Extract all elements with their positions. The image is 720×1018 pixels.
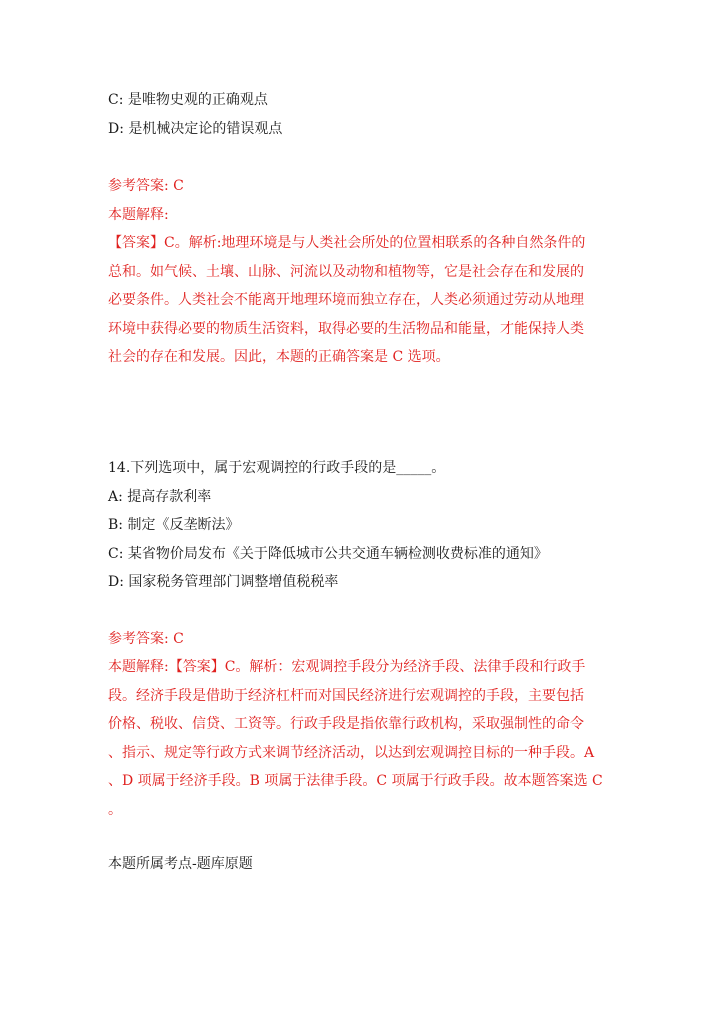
q13-explanation-line: 总和。如气候、土壤、山脉、河流以及动物和植物等，它是社会存在和发展的 <box>108 263 584 280</box>
q13-explanation-line: 【答案】C。解析:地理环境是与人类社会所处的位置相联系的各种自然条件的 <box>108 235 586 251</box>
q14-explanation-line: 价格、税收、信贷、工资等。行政手段是指依靠行政机构，采取强制性的命令 <box>108 716 584 733</box>
q13-explanation-label: 本题解释: <box>108 207 169 223</box>
q14-question: 14.下列选项中，属于宏观调控的行政手段的是_____。 <box>108 460 446 476</box>
q14-explanation-line: 本题解释:【答案】C。解析：宏观调控手段分为经济手段、法律手段和行政手 <box>108 659 586 675</box>
q13-option-c: C: 是唯物史观的正确观点 <box>108 92 268 108</box>
q14-explanation-line: 段。经济手段是借助于经济杠杆而对国民经济进行宏观调控的手段，主要包括 <box>108 687 584 704</box>
q13-explanation-line: 环境中获得必要的物质生活资料，取得必要的生活物品和能量，才能保持人类 <box>108 320 584 337</box>
q14-explanation-line: 。 <box>108 801 122 818</box>
q14-explanation-line: 、D 项属于经济手段。B 项属于法律手段。C 项属于行政手段。故本题答案选 C <box>108 773 603 790</box>
q13-explanation-line: 必要条件。人类社会不能离开地理环境而独立存在，人类必须通过劳动从地理 <box>108 292 584 309</box>
q14-option-c: C: 某省物价局发布《关于降低城市公共交通车辆检测收费标准的通知》 <box>108 546 548 562</box>
footer-note: 本题所属考点-题库原题 <box>108 856 253 872</box>
q13-option-d: D: 是机械决定论的错误观点 <box>108 121 283 137</box>
q14-option-a: A: 提高存款利率 <box>108 489 212 505</box>
q14-answer: 参考答案: C <box>108 631 184 647</box>
q14-explanation <box>108 653 618 825</box>
q14-option-d: D: 国家税务管理部门调整增值税税率 <box>108 574 339 590</box>
q14-option-b: B: 制定《反垄断法》 <box>108 517 240 533</box>
q13-explanation-line: 社会的存在和发展。因此，本题的正确答案是 C 选项。 <box>108 349 450 366</box>
q14-explanation-line: 、指示、规定等行政方式来调节经济活动，以达到宏观调控目标的一种手段。A <box>108 744 595 761</box>
q13-answer: 参考答案: C <box>108 178 184 194</box>
q13-explanation <box>108 229 618 372</box>
